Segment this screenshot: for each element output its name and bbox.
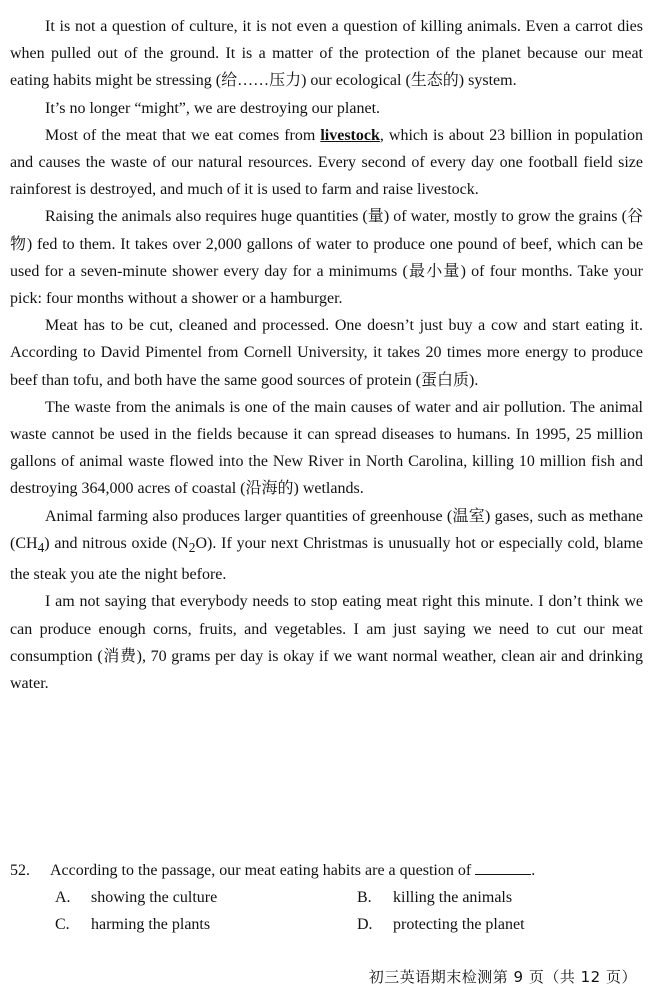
question-52 [10, 857, 643, 938]
question-number: 52. [10, 862, 30, 879]
paragraph-4: Raising the animals also requires huge quantities (量) of water, mostly to grow the grains (谷物) fed to them. It takes over 2,000 gallons of water to produce one pound of beef, which can be used for a seven-minute shower every day for a minimums (最小量) of four months. Take your pick: four months without a shower or a hamburger. [10, 208, 644, 308]
option-text: protecting the planet [393, 916, 525, 933]
paragraph-6: The waste from the animals is one of the main causes of water and air pollution. The animal waste cannot be used in the fields because it can spread diseases to humans. In 1995, 25 million gallons of animal waste flowed into the New River in North Carolina, killing 10 million fish and destroying 364,000 acres of coastal (沿海的) wetlands. [10, 398, 643, 498]
option-text: showing the culture [91, 889, 218, 906]
paragraph-5: Meat has to be cut, cleaned and processed. One doesn’t just buy a cow and start eating it. According to David Pimentel from Cornell University, it takes 20 times more energy to produce beef than tofu, and both have the same good sources of protein (蛋白质). [10, 317, 643, 389]
paragraph-7-part-a: Animal farming also produces larger quantities of greenhouse (温室) gases, such as methane (CH [10, 507, 643, 552]
option-letter: B. [357, 889, 372, 906]
option-b [357, 884, 656, 911]
option-text: harming the plants [91, 916, 211, 933]
keyword-livestock: livestock [320, 126, 380, 144]
option-letter: C. [55, 916, 70, 933]
paragraph-7-part-b: ) and nitrous oxide (N [44, 534, 189, 552]
paragraph-7 [10, 503, 643, 589]
question-stem-text: According to the passage, our meat eating habits are a question of [50, 862, 472, 879]
question-text [50, 857, 535, 884]
question-end-punct: . [531, 862, 536, 879]
question-stem [10, 857, 643, 884]
answer-options [10, 884, 643, 938]
paragraph-3 [10, 122, 643, 204]
subscript-4: 4 [37, 540, 45, 556]
option-letter: D. [357, 916, 373, 933]
answer-blank [475, 860, 531, 875]
paragraph-3-end: , which is about 23 billion in population and causes the waste of our natural resources. Every second of every day one football field size rainforest is destroyed, and much of it is used to farm and raise livestock. [10, 126, 644, 199]
subscript-2: 2 [188, 540, 196, 556]
paragraph-1: It is not a question of culture, it is not even a question of killing animals. Even a carrot dies when pulled out of the ground. It is a matter of the protection of the planet because our meat eating habits might be stressing (给……压力) our ecological (生态的) system. [10, 18, 643, 90]
paragraph-2: It’s no longer “might”, we are destroying our planet. [45, 99, 381, 117]
option-d [357, 911, 656, 938]
option-c [55, 911, 357, 938]
reading-passage [10, 13, 643, 697]
option-text: killing the animals [393, 889, 513, 906]
paragraph-7-part-c: O). If your next Christmas is unusually hot or especially cold, blame the steak you ate the night before. [10, 534, 643, 584]
paragraph-3-start: Most of the meat that we eat comes from [45, 126, 321, 144]
page-footer: 初三英语期末检测第 9 页（共 12 页） [368, 968, 637, 986]
paragraph-8: I am not saying that everybody needs to stop eating meat right this minute. I don’t think we can produce enough corns, fruits, and vegetables. I am just saying we need to cut our meat consumption (消费), 70 grams per day is okay if we want normal weather, clean air and drinking water. [10, 593, 643, 693]
option-a [55, 884, 357, 911]
option-letter: A. [55, 889, 71, 906]
